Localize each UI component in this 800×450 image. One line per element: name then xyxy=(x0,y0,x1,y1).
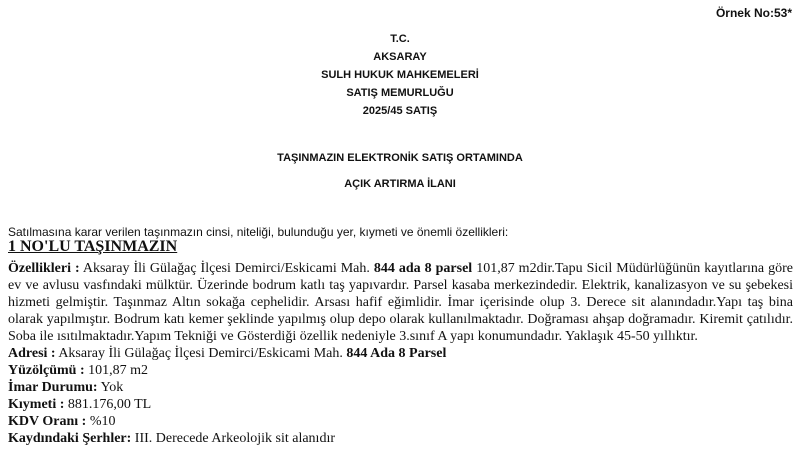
zoning-line xyxy=(8,379,793,396)
intro-text: Satılmasına karar verilen taşınmazın cinsi, niteliği, bulunduğu yer, kıymeti ve önemli özellikleri: xyxy=(8,225,509,239)
features-text-post: 101,87 m2dir.Tapu Sicil Müdürlüğünün kayıtlarına göre ev ve avlusu vasfındaki mülktür. Üzerinde bodrum katlı taş yapıvardır. Parsel kasaba merkezindedir. Elektrik, kanalizasyon ve su şebekesi hizmeti gelmiştir. Taşınmaz Altın sokağa cephelidir. Arsası hafif eğimlidir. İmar içerisinde olup 3. Derece sit alanındadır.Yapı taş bina olarak yapılmıştır. Bodrum katı kemer şeklinde yapılmış olup depo olarak kullanılmaktadır. Doğraması ahşap doğramadır. Kiremit çatılıdır. Soba ile ısıtılmaktadır.Yapım Tekniği ve Gösterdiği özellik nedeniyle 3.sınıf A yapı konumundadır. Yaklaşık 45-50 yıllıktır. xyxy=(8,261,793,344)
header-line-court: SULH HUKUK MAHKEMELERİ xyxy=(321,69,479,81)
features-paragraph xyxy=(8,260,793,345)
zoning-label: İmar Durumu: xyxy=(8,380,98,395)
vat-value: %10 xyxy=(89,414,116,429)
announcement-title xyxy=(0,150,800,202)
zoning-value: Yok xyxy=(100,380,124,395)
property-details xyxy=(8,260,793,447)
header-line-city: AKSARAY xyxy=(373,51,427,63)
title-line-1: TAŞINMAZIN ELEKTRONİK SATIŞ ORTAMINDA xyxy=(277,152,523,164)
address-line xyxy=(8,345,793,362)
area-value: 101,87 m2 xyxy=(88,363,149,378)
title-line-2: AÇIK ARTIRMA İLANI xyxy=(344,178,456,190)
vat-label: KDV Oranı : xyxy=(8,414,87,429)
annotations-label: Kaydındaki Şerhler: xyxy=(8,431,132,446)
annotations-line xyxy=(8,430,793,447)
sample-number: Örnek No:53* xyxy=(715,6,792,20)
vat-line xyxy=(8,413,793,430)
header-line-tc: T.C. xyxy=(390,33,410,45)
value-label: Kıymeti : xyxy=(8,397,65,412)
area-line xyxy=(8,362,793,379)
area-label: Yüzölçümü : xyxy=(8,363,85,378)
features-text-pre: Aksaray İli Gülağaç İlçesi Demirci/Eskicami Mah. xyxy=(82,261,370,276)
features-label: Özellikleri : xyxy=(8,261,80,276)
value-line xyxy=(8,396,793,413)
court-header xyxy=(0,30,800,120)
address-label: Adresi : xyxy=(8,346,56,361)
header-line-file-no: 2025/45 SATIŞ xyxy=(362,105,438,117)
value-amount: 881.176,00 TL xyxy=(67,397,152,412)
section-heading: 1 NO'LU TAŞINMAZIN xyxy=(8,238,178,255)
features-parcel: 844 ada 8 parsel xyxy=(373,261,473,276)
annotations-value: III. Derecede Arkeolojik sit alanıdır xyxy=(134,431,335,446)
address-parcel: 844 Ada 8 Parsel xyxy=(346,346,447,361)
address-text: Aksaray İli Gülağaç İlçesi Demirci/Eskicami Mah. xyxy=(58,346,343,361)
header-line-office: SATIŞ MEMURLUĞU xyxy=(346,87,454,99)
